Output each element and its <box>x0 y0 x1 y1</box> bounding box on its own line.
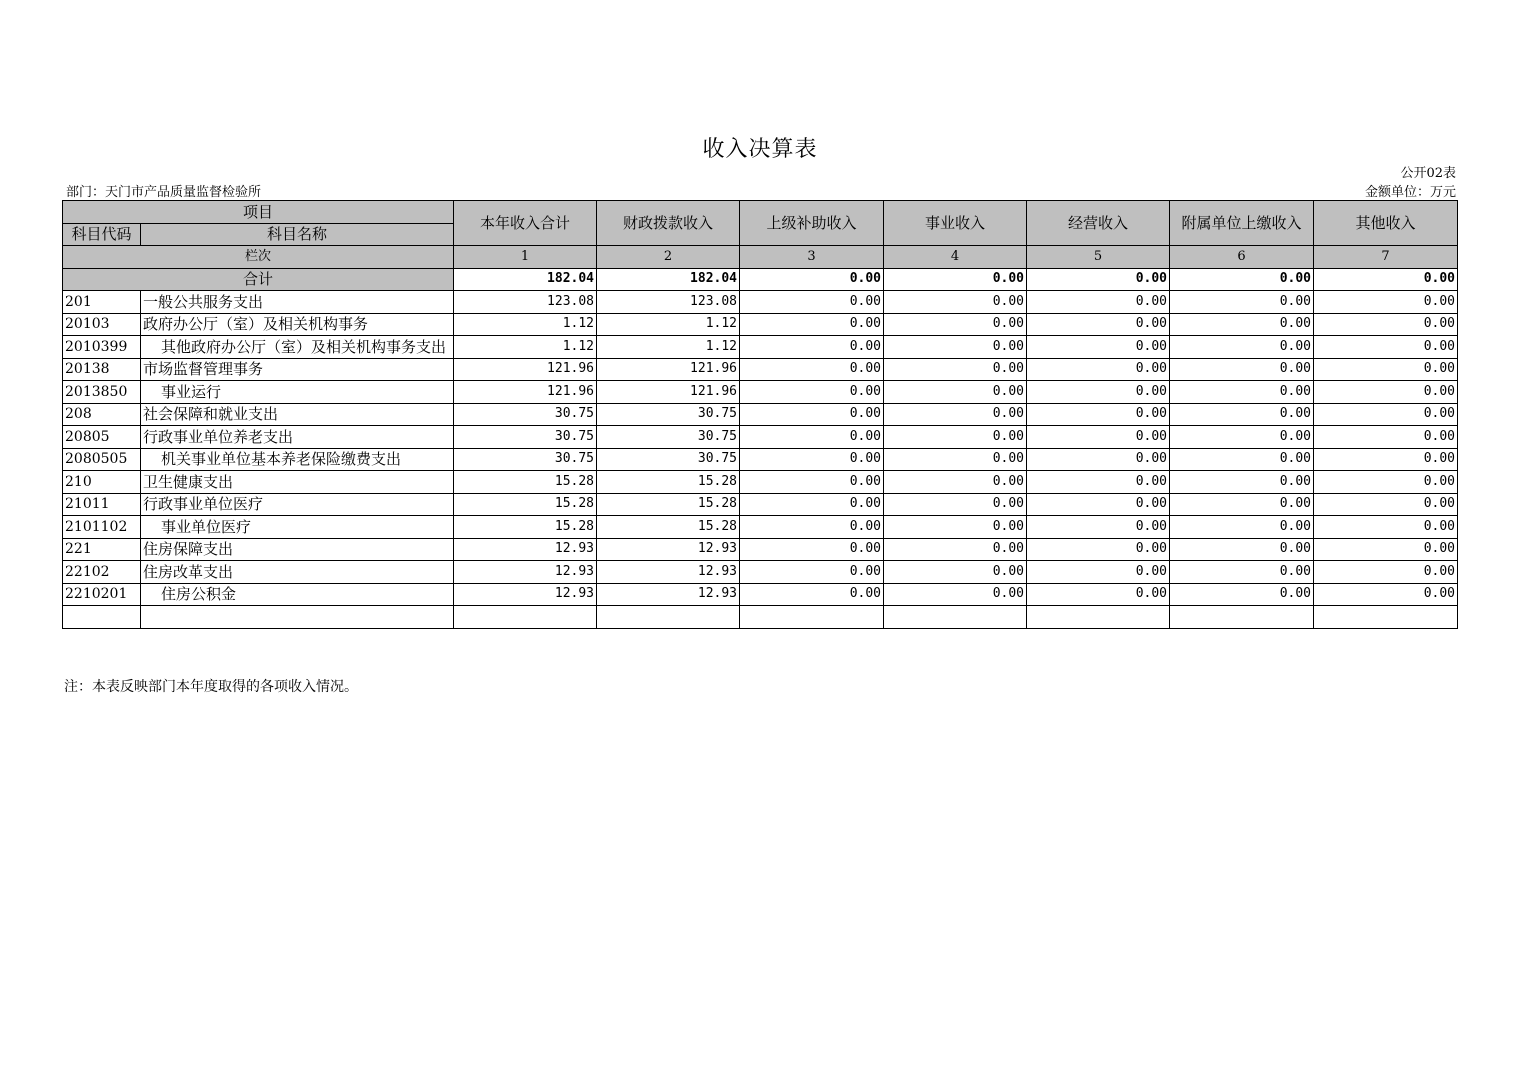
header-row-project <box>63 201 1458 224</box>
table-row <box>63 403 1458 426</box>
amount-cell: 1.12 <box>597 336 740 359</box>
amount-cell: 0.00 <box>1027 448 1170 471</box>
subject-name-cell: 行政事业单位养老支出 <box>141 426 454 449</box>
empty-cell <box>1170 606 1314 629</box>
amount-cell: 0.00 <box>884 516 1027 539</box>
table-note: 注：本表反映部门本年度取得的各项收入情况。 <box>64 679 358 695</box>
amount-cell: 0.00 <box>1314 426 1458 449</box>
amount-cell: 0.00 <box>740 493 884 516</box>
amount-cell: 0.00 <box>1170 493 1314 516</box>
amount-cell: 0.00 <box>740 358 884 381</box>
empty-cell <box>1027 606 1170 629</box>
amount-cell: 30.75 <box>454 403 597 426</box>
index-cell: 7 <box>1314 246 1458 269</box>
amount-cell: 0.00 <box>740 583 884 606</box>
amount-cell: 0.00 <box>1170 358 1314 381</box>
amount-cell: 12.93 <box>597 583 740 606</box>
table-row <box>63 561 1458 584</box>
subject-code-cell: 201 <box>63 291 141 314</box>
table-row <box>63 516 1458 539</box>
amount-cell: 12.93 <box>597 538 740 561</box>
amount-cell: 0.00 <box>884 561 1027 584</box>
amount-cell: 30.75 <box>597 403 740 426</box>
empty-cell <box>740 606 884 629</box>
column-header-other-income: 其他收入 <box>1314 201 1458 246</box>
subject-code-cell: 2013850 <box>63 381 141 404</box>
subject-code-header: 科目代码 <box>63 223 141 246</box>
amount-cell: 121.96 <box>454 358 597 381</box>
amount-cell: 12.93 <box>454 538 597 561</box>
amount-cell: 0.00 <box>740 403 884 426</box>
amount-cell: 15.28 <box>597 471 740 494</box>
amount-cell: 0.00 <box>1170 291 1314 314</box>
subject-code-cell: 20103 <box>63 313 141 336</box>
table-row <box>63 291 1458 314</box>
amount-cell: 0.00 <box>1027 381 1170 404</box>
amount-unit-label: 金额单位：万元 <box>1364 185 1456 200</box>
amount-cell: 0.00 <box>740 538 884 561</box>
amount-cell: 1.12 <box>454 336 597 359</box>
amount-cell: 0.00 <box>740 448 884 471</box>
amount-cell: 0.00 <box>740 516 884 539</box>
amount-cell: 0.00 <box>1027 493 1170 516</box>
table-row <box>63 448 1458 471</box>
amount-cell: 30.75 <box>454 426 597 449</box>
amount-cell: 12.93 <box>454 583 597 606</box>
amount-cell: 0.00 <box>1314 493 1458 516</box>
department-label: 部门：天门市产品质量监督检验所 <box>66 185 262 200</box>
amount-cell: 0.00 <box>1170 336 1314 359</box>
table-row <box>63 583 1458 606</box>
empty-cell <box>454 606 597 629</box>
amount-cell: 0.00 <box>1027 538 1170 561</box>
amount-cell: 0.00 <box>1314 381 1458 404</box>
amount-cell: 15.28 <box>454 493 597 516</box>
subject-name-cell: 事业单位医疗 <box>141 516 454 539</box>
amount-cell: 0.00 <box>740 381 884 404</box>
form-code: 公开02表 <box>1400 166 1456 181</box>
amount-cell: 0.00 <box>884 381 1027 404</box>
amount-cell: 0.00 <box>740 313 884 336</box>
subject-name-cell: 市场监督管理事务 <box>141 358 454 381</box>
amount-cell: 0.00 <box>884 313 1027 336</box>
table-row <box>63 471 1458 494</box>
table-row <box>63 358 1458 381</box>
subject-name-cell: 社会保障和就业支出 <box>141 403 454 426</box>
amount-cell: 0.00 <box>1027 516 1170 539</box>
index-cell: 1 <box>454 246 597 269</box>
subject-code-cell: 21011 <box>63 493 141 516</box>
amount-cell: 0.00 <box>1314 336 1458 359</box>
subject-code-cell: 2010399 <box>63 336 141 359</box>
amount-cell: 0.00 <box>1170 381 1314 404</box>
amount-cell: 0.00 <box>1027 471 1170 494</box>
empty-row <box>63 606 1458 629</box>
subject-name-cell: 卫生健康支出 <box>141 471 454 494</box>
amount-cell: 12.93 <box>454 561 597 584</box>
total-value: 0.00 <box>1170 268 1314 291</box>
amount-cell: 0.00 <box>1170 583 1314 606</box>
subject-code-cell: 210 <box>63 471 141 494</box>
amount-cell: 0.00 <box>1314 448 1458 471</box>
amount-cell: 0.00 <box>1314 516 1458 539</box>
subject-name-cell: 政府办公厅（室）及相关机构事务 <box>141 313 454 336</box>
index-cell: 4 <box>884 246 1027 269</box>
amount-cell: 30.75 <box>597 448 740 471</box>
amount-cell: 0.00 <box>1314 313 1458 336</box>
amount-cell: 0.00 <box>1170 313 1314 336</box>
subject-code-cell: 208 <box>63 403 141 426</box>
table-row <box>63 313 1458 336</box>
total-value: 182.04 <box>597 268 740 291</box>
amount-cell: 30.75 <box>597 426 740 449</box>
amount-cell: 121.96 <box>454 381 597 404</box>
total-value: 0.00 <box>1027 268 1170 291</box>
table-row <box>63 381 1458 404</box>
subject-name-cell: 行政事业单位医疗 <box>141 493 454 516</box>
amount-cell: 0.00 <box>1314 538 1458 561</box>
amount-cell: 0.00 <box>884 291 1027 314</box>
subject-code-cell: 2080505 <box>63 448 141 471</box>
amount-cell: 0.00 <box>740 426 884 449</box>
amount-cell: 0.00 <box>1314 561 1458 584</box>
amount-cell: 0.00 <box>740 471 884 494</box>
table-row <box>63 426 1458 449</box>
subject-code-cell: 2210201 <box>63 583 141 606</box>
index-cell: 3 <box>740 246 884 269</box>
empty-cell <box>597 606 740 629</box>
column-header-total-income: 本年收入合计 <box>454 201 597 246</box>
subject-code-cell: 22102 <box>63 561 141 584</box>
amount-cell: 0.00 <box>1027 358 1170 381</box>
amount-cell: 0.00 <box>1170 426 1314 449</box>
amount-cell: 15.28 <box>597 493 740 516</box>
amount-cell: 123.08 <box>454 291 597 314</box>
amount-cell: 15.28 <box>454 516 597 539</box>
subject-name-cell: 事业运行 <box>141 381 454 404</box>
subject-name-cell: 住房公积金 <box>141 583 454 606</box>
amount-cell: 1.12 <box>597 313 740 336</box>
amount-cell: 0.00 <box>1027 561 1170 584</box>
total-value: 0.00 <box>740 268 884 291</box>
amount-cell: 0.00 <box>1170 516 1314 539</box>
subject-code-cell: 20138 <box>63 358 141 381</box>
amount-cell: 0.00 <box>1027 426 1170 449</box>
index-row <box>63 246 1458 269</box>
amount-cell: 0.00 <box>740 336 884 359</box>
amount-cell: 0.00 <box>1027 336 1170 359</box>
subject-name-cell: 住房改革支出 <box>141 561 454 584</box>
amount-cell: 0.00 <box>884 336 1027 359</box>
total-value: 182.04 <box>454 268 597 291</box>
total-label: 合计 <box>63 268 454 291</box>
subject-name-header: 科目名称 <box>141 223 454 246</box>
amount-cell: 0.00 <box>1170 561 1314 584</box>
amount-cell: 0.00 <box>884 493 1027 516</box>
amount-cell: 30.75 <box>454 448 597 471</box>
amount-cell: 121.96 <box>597 381 740 404</box>
amount-cell: 0.00 <box>884 426 1027 449</box>
amount-cell: 0.00 <box>1027 313 1170 336</box>
index-cell: 6 <box>1170 246 1314 269</box>
column-header-superior-subsidy: 上级补助收入 <box>740 201 884 246</box>
amount-cell: 123.08 <box>597 291 740 314</box>
amount-cell: 0.00 <box>1027 583 1170 606</box>
amount-cell: 0.00 <box>1170 471 1314 494</box>
amount-cell: 0.00 <box>1314 583 1458 606</box>
total-row <box>63 268 1458 291</box>
subject-name-cell: 一般公共服务支出 <box>141 291 454 314</box>
column-header-operating-income: 经营收入 <box>1027 201 1170 246</box>
amount-cell: 0.00 <box>740 561 884 584</box>
amount-cell: 15.28 <box>597 516 740 539</box>
amount-cell: 0.00 <box>884 403 1027 426</box>
report-body <box>63 268 1458 628</box>
amount-cell: 0.00 <box>1027 291 1170 314</box>
amount-cell: 12.93 <box>597 561 740 584</box>
amount-cell: 0.00 <box>884 448 1027 471</box>
empty-cell <box>884 606 1027 629</box>
amount-cell: 0.00 <box>1314 471 1458 494</box>
subject-name-cell: 机关事业单位基本养老保险缴费支出 <box>141 448 454 471</box>
total-value: 0.00 <box>1314 268 1458 291</box>
amount-cell: 0.00 <box>1314 358 1458 381</box>
amount-cell: 0.00 <box>884 583 1027 606</box>
amount-cell: 0.00 <box>1170 448 1314 471</box>
project-header: 项目 <box>63 201 454 224</box>
column-header-affiliated-remittance: 附属单位上缴收入 <box>1170 201 1314 246</box>
amount-cell: 121.96 <box>597 358 740 381</box>
empty-cell <box>1314 606 1458 629</box>
income-report-table <box>62 200 1458 629</box>
amount-cell: 15.28 <box>454 471 597 494</box>
column-header-business-income: 事业收入 <box>884 201 1027 246</box>
total-value: 0.00 <box>884 268 1027 291</box>
subject-code-cell: 221 <box>63 538 141 561</box>
subject-code-cell: 2101102 <box>63 516 141 539</box>
index-label: 栏次 <box>63 246 454 269</box>
amount-cell: 0.00 <box>740 291 884 314</box>
subject-name-cell: 其他政府办公厅（室）及相关机构事务支出 <box>141 336 454 359</box>
amount-cell: 0.00 <box>1027 403 1170 426</box>
amount-cell: 0.00 <box>884 358 1027 381</box>
index-cell: 2 <box>597 246 740 269</box>
amount-cell: 1.12 <box>454 313 597 336</box>
table-row <box>63 493 1458 516</box>
empty-cell <box>63 606 141 629</box>
empty-cell <box>141 606 454 629</box>
column-header-fiscal-appropriation: 财政拨款收入 <box>597 201 740 246</box>
subject-name-cell: 住房保障支出 <box>141 538 454 561</box>
amount-cell: 0.00 <box>1314 403 1458 426</box>
amount-cell: 0.00 <box>884 471 1027 494</box>
index-cell: 5 <box>1027 246 1170 269</box>
table-row <box>63 538 1458 561</box>
amount-cell: 0.00 <box>1170 403 1314 426</box>
amount-cell: 0.00 <box>1314 291 1458 314</box>
subject-code-cell: 20805 <box>63 426 141 449</box>
amount-cell: 0.00 <box>1170 538 1314 561</box>
amount-cell: 0.00 <box>884 538 1027 561</box>
report-title: 收入决算表 <box>702 137 818 162</box>
table-row <box>63 336 1458 359</box>
